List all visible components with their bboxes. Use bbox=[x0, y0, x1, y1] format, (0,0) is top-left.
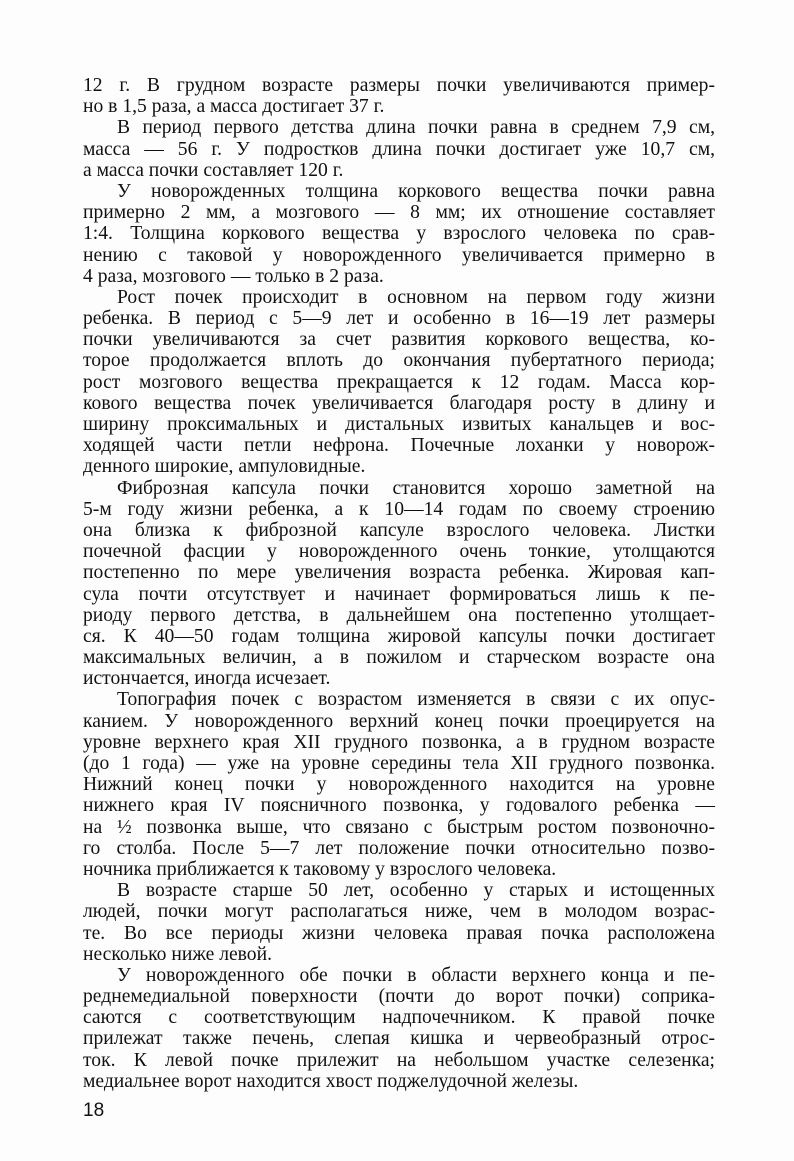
paragraph-line: она близка к фиброзной капсуле взрослого человека. Листки bbox=[83, 519, 715, 541]
paragraph-line: людей, почки могут располагаться ниже, чем в молодом возрас- bbox=[83, 901, 715, 923]
paragraph-line: Фиброзная капсула почки становится хорошо заметной на bbox=[117, 477, 715, 499]
paragraph-line: прилежат также печень, слепая кишка и червеобразный отрос- bbox=[83, 1028, 715, 1050]
paragraph-line: 5-м году жизни ребенка, а к 10—14 годам по своему строению bbox=[83, 498, 715, 520]
paragraph-line: риоду первого детства, в дальнейшем она постепенно утолщает- bbox=[83, 604, 715, 626]
paragraph-line: ток. К левой почке прилежит на небольшом участке селезенка; bbox=[83, 1049, 715, 1071]
paragraph-line: Рост почек происходит в основном на первом году жизни bbox=[117, 286, 715, 308]
paragraph-line: почечной фасции у новорожденного очень тонкие, утолщаются bbox=[83, 541, 715, 563]
paragraph-line: сула почти отсутствует и начинает формироваться лишь к пе- bbox=[83, 583, 715, 605]
paragraph-line: ходящей части петли нефрона. Почечные лоханки у новорож- bbox=[83, 435, 715, 457]
paragraph-line: на ½ позвонка выше, что связано с быстрым ростом позвоночно- bbox=[83, 816, 715, 838]
paragraph-line: Топография почек с возрастом изменяется в связи с их опус- bbox=[117, 689, 715, 711]
paragraph-line: 4 раза, мозгового — только в 2 раза. bbox=[83, 265, 384, 287]
paragraph-line: В период первого детства длина почки равна в среднем 7,9 см, bbox=[117, 117, 715, 139]
paragraph-line: 1:4. Толщина коркового вещества у взрослого человека по срав- bbox=[83, 223, 715, 245]
paragraph-line: ночника приближается к таковому у взрослого человека. bbox=[83, 858, 557, 880]
paragraph-line: У новорожденных толщина коркового вещества почки равна bbox=[117, 180, 715, 202]
paragraph-line: истончается, иногда исчезает. bbox=[83, 668, 331, 690]
paragraph-line: го столба. После 5—7 лет положение почки относительно позво- bbox=[83, 837, 715, 859]
paragraph-line: постепенно по мере увеличения возраста ребенка. Жировая кап- bbox=[83, 562, 715, 584]
paragraph-line: (до 1 года) — уже на уровне середины тела XII грудного позвонка. bbox=[83, 753, 715, 774]
paragraph-line: но в 1,5 раза, а масса достигает 37 г. bbox=[83, 96, 385, 118]
paragraph-line: канием. У новорожденного верхний конец почки проецируется на bbox=[83, 710, 715, 732]
paragraph-line: несколько ниже левой. bbox=[83, 943, 272, 965]
paragraph-line: те. Во все периоды жизни человека правая почка расположена bbox=[83, 922, 715, 944]
paragraph-line: уровне верхнего края XII грудного позвонка, а в грудном возрасте bbox=[83, 731, 715, 753]
paragraph-line: Нижний конец почки у новорожденного находится на уровне bbox=[83, 774, 715, 796]
paragraph-line: почки увеличиваются за счет развития коркового вещества, ко- bbox=[83, 329, 715, 351]
paragraph-line: нению с таковой у новорожденного увеличивается примерно в bbox=[83, 244, 715, 266]
paragraph-line: максимальных величин, а в пожилом и старческом возрасте она bbox=[83, 647, 715, 669]
paragraph-line: У новорожденного обе почки в области верхнего конца и пе- bbox=[117, 964, 715, 986]
paragraph-line: В возрасте старше 50 лет, особенно у старых и истощенных bbox=[117, 880, 715, 902]
page-number: 18 bbox=[83, 1100, 105, 1121]
paragraph-line: саются с соответствующим надпочечником. К правой почке bbox=[83, 1007, 715, 1029]
paragraph-line: ся. К 40—50 годам толщина жировой капсулы почки достигает bbox=[83, 625, 715, 647]
paragraph-line: нижнего края IV поясничного позвонка, у годовалого ребенка — bbox=[83, 795, 715, 817]
paragraph-line: рост мозгового вещества прекращается к 12 годам. Масса кор- bbox=[83, 371, 715, 393]
paragraph-line: реднемедиальной поверхности (почти до ворот почки) соприка- bbox=[83, 986, 715, 1008]
paragraph-line: ребенка. В период с 5—9 лет и особенно в 16—19 лет размеры bbox=[83, 308, 715, 330]
paragraph-line: примерно 2 мм, а мозгового — 8 мм; их отношение составляет bbox=[83, 202, 715, 224]
body-text bbox=[83, 75, 715, 1092]
paragraph-line: кового вещества почек увеличивается благодаря росту в длину и bbox=[83, 392, 715, 414]
paragraph-line: торое продолжается вплоть до окончания пубертатного периода; bbox=[83, 350, 715, 372]
paragraph-line: денного широкие, ампуловидные. bbox=[83, 456, 366, 478]
paragraph-line: масса — 56 г. У подростков длина почки достигает уже 10,7 см, bbox=[83, 138, 715, 160]
paragraph-line: ширину проксимальных и дистальных извитых канальцев и вос- bbox=[83, 414, 715, 435]
paragraph-line: медиальнее ворот находится хвост поджелудочной железы. bbox=[83, 1070, 579, 1092]
paragraph-line: а масса почки составляет 120 г. bbox=[83, 159, 344, 181]
paragraph-line: 12 г. В грудном возрасте размеры почки увеличиваются пример- bbox=[83, 75, 715, 96]
